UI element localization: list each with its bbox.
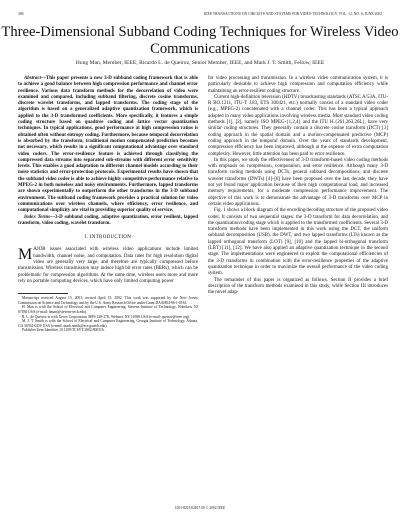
introduction-paragraph	[18, 247, 198, 285]
paper-title: Three-Dimensional Subband Coding Techniques for Wireless Video Communications	[1, 24, 399, 57]
copyright-id: 1051-8215/02$17.00 © 2002 IEEE	[174, 506, 226, 510]
author-line: Hong Man, Member, IEEE, Ricardo L. de Queiroz, Senior Member, IEEE, and Mark J. T. Smith, Fellow, IEEE	[75, 60, 325, 66]
abstract-lead: Abstract—	[24, 76, 46, 81]
body-paragraph: for video processing and transmission. In a wireless video communication system, it is particularly desirable to achieve high compression and computation efficiency while maintaining an error-resilient coding structure.	[208, 76, 388, 94]
page-number: 386	[18, 12, 24, 16]
footnote-author-man: H. Man is with the School of Electrical and Computer Engineering, Stevens Institute of Technology, Hoboken, NJ 07030 USA (e-mail: hman@stevens-tech.edu).	[18, 305, 198, 314]
footnote-author-smith: M. J. T. Smith is with the School of Electrical and Computer Engineering, Georgia Institute of Technology, Atlanta, GA 30332-0250 USA (e-mail: mark.smith@ece.gatech.edu).	[18, 319, 198, 328]
footnote-publisher-id: Publisher Item Identifier 10.1109/TCSVT.2002.800316.	[22, 328, 105, 333]
index-terms-lead: Index Terms—	[24, 214, 55, 220]
left-column	[18, 76, 198, 333]
body-paragraph: In this paper, we study the effectiveness of 3-D transform-based video coding methods with emphasis on compression, computation, and error resilience. Although many 3-D transform coding methods using DCTs, general subband decompositions, and discrete wavelet transforms (DWTs) [4]–[8] have been proposed over the last decade, they have not yet found major application because of their high computational load, and increased memory requirements, for a moderate compression performance improvement. The objective of this work is to demonstrate the advantage of 3-D transforms over MCP in certain video applications.	[208, 157, 388, 207]
body-paragraph: The remainder of this paper is organized as follows. Section II provides a brief description of the transform methods examined in this study, while Section III introduces the novel adap-	[208, 277, 388, 296]
footnotes	[18, 296, 198, 333]
footnote-divider	[18, 293, 68, 294]
journal-name: IEEE TRANSACTIONS ON CIRCUITS AND SYSTEMS FOR VIDEO TECHNOLOGY, VOL. 12, NO. 6, JUNE 2002	[204, 12, 382, 16]
body-paragraph: Fig. 1 shows a block diagram of the encoding/decoding structure of the proposed video coder. It consists of two sequential stages: the 3-D transform for data decorrelation, and the quantization/coding stage which is applied to the transformed coefficients. Several 3-D transform methods have been implemented in this work using the DCT, the uniform subband decomposition (USB), the DWT, and two lapped transforms (LTs) known as the lapped orthogonal transform (LOT) [9], [10] and the lapped bi-orthogonal transform (LBT) [11], [12]. We have also applied an adaptive quantization technique in the second stage. The implementations were engineered to exploit the computational efficiencies of the 3-D transforms in combination with the error-resilience properties of the adaptive quantization technique in order to maximize the overall performance of the video coding system.	[208, 208, 388, 277]
drop-cap: M	[18, 246, 33, 264]
introduction-text: AJOR issues associated with wireless video applications include limited bandwidth, channel noise, and computation. Data rates for high resolution digital video are generally very large, and therefore are typically compressed before transmission. Wireless transmission may induce high bit error rates (BERs), which can be problematic for compression algorithms. At the same time, wireless users more and more rely on portable computing devices, which have only limited computing power	[18, 247, 198, 284]
footnote-author-queiroz: R. L. de Queiroz is with Xerox Corporation, MPS 128-27E, Webster, NY 14580 USA (e-mail: queiroz@ieee.org).	[22, 314, 190, 319]
section-heading-introduction: I. INTRODUCTION	[84, 235, 132, 241]
abstract	[18, 76, 198, 215]
index-terms	[18, 215, 198, 228]
index-terms-text: 3-D subband coding, adaptive quantization, error resilient, lapped transform, video coding, wavelet transform.	[18, 214, 198, 226]
right-column	[208, 76, 388, 296]
body-paragraph: Current high-definition television (HDTV) broadcasting standards (ATSC A/53A, ITU-R BO.1211, ITU-T J.83, ETS 300421, etc.) normally consist of a standard video coder (e.g., MPEG-2) concatenated with a channel coder. This has been a typical approach adopted in many video applications involving wireless media. Most standard video coding methods [1], [2], namely ISO MPEG-{1,2,4} and the ITU H.{261,263,26L}, have very similar coding structures. They generally contain a discrete cosine transform (DCT) [3] coding approach in the spatial domain and a motion-compensated predictive (MCP) coding approach in the temporal domain. Over the years of standards development, compression efficiency has been improved, although at the expense of extra computation complexity. However, little attention has been paid to error resilience.	[208, 94, 388, 157]
footnote-manuscript: Manuscript received August 15, 2001; revised April 15, 2002. This work was supported by the New Jersey Commission on Science and Technology and by the U.S. Army Research Office under Grant DAAH04-96-1-0161.	[18, 296, 198, 305]
abstract-text: This paper presents a new 3-D subband coding framework that is able to achieve a good balance between high compression performance and channel error resilience. Various data transform methods for the decorrelation of video were examined and compared, including subband filtering, discrete cosine transforms, discrete wavelet transforms, and lapped transforms. The coding stage of the algorithm is based on a generalized adaptive quantization framework, which is applied to the 3-D transformed coefficients. More specifically, it features a simple coding structure based on quadtree coding and lattice vector quantization techniques. In typical applications, good performance at high compression ratios is obtained often without entropy coding. Furthermore, because temporal decorrelation is absorbed by the transform, traditional motion compensated prediction becomes not necessary, which results in a significant computational advantage over standard video coders. The error-resilience feature is achieved through classifying the compressed data streams into separated sub-streams with different error sensitivity levels. This enables a good adaptation to different channel models according to their noise statistics and error-protection protocols. Experimental results have shown that the subband video coder is able to achieve highly competitive performance relative to MPEG-2 in both noiseless and noisy environments. Furthermore, lapped transforms are shown experimentally to outperform the other transforms in the 3-D subband environment. The subband coding framework provides a practical solution for video communications over wireless channels, where efficiency, error resilience, and computational simplicity are vital in providing superior quality of service.	[18, 76, 198, 214]
